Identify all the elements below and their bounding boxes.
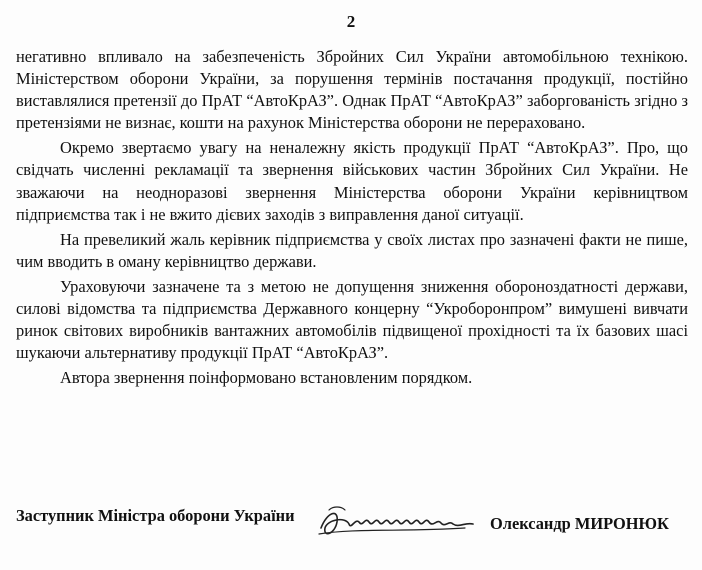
- page-number: 2: [346, 12, 356, 31]
- signatory-name: Олександр МИРОНЮК: [490, 514, 669, 533]
- signatory-title: Заступник Міністра оборони України: [16, 506, 295, 525]
- paragraph-continuation: негативно впливало на забезпеченість Збройних Сил України автомобільною технікою. Міністерством оборони України, за порушення термінів постачання продукції, постійно виставлялися претензії до ПрАТ “АвтоКрАЗ”. Однак ПрАТ “АвтоКрАЗ” заборгованість згідно з претензіями не визнає, кошти на рахунок Міністерства оборони не перераховано.: [16, 47, 688, 133]
- paragraph-quality: Окремо звертаємо увагу на неналежну якість продукції ПрАТ “АвтоКрАЗ”. Про, що свідчать численні рекламації та звернення військових частин Збройних Сил України. Не зважаючи на неодноразові звернення Міністерства оборони України керівництвом підприємства так і не вжито дієвих заходів з виправлення даної ситуації.: [16, 138, 688, 224]
- handwritten-signature: [315, 498, 495, 548]
- paragraph-considering: Ураховуючи зазначене та з метою не допущення зниження обороноздатності держави, силові відомства та підприємства Державного концерну “Укроборонпром” вимушені вивчати ринок світових виробників вантажних автомобілів підвищеної прохідності та їх базових шасі шукаючи альтернативу продукції ПрАТ “АвтоКрАЗ”.: [16, 276, 688, 363]
- paragraph-informed: Автора звернення поінформовано встановленим порядком.: [60, 368, 473, 388]
- paragraph-regret: На превеликий жаль керівник підприємства у своїх листах про зазначені факти не пише, чим вводить в оману керівництво держави.: [16, 229, 688, 271]
- letter-body: [16, 46, 688, 389]
